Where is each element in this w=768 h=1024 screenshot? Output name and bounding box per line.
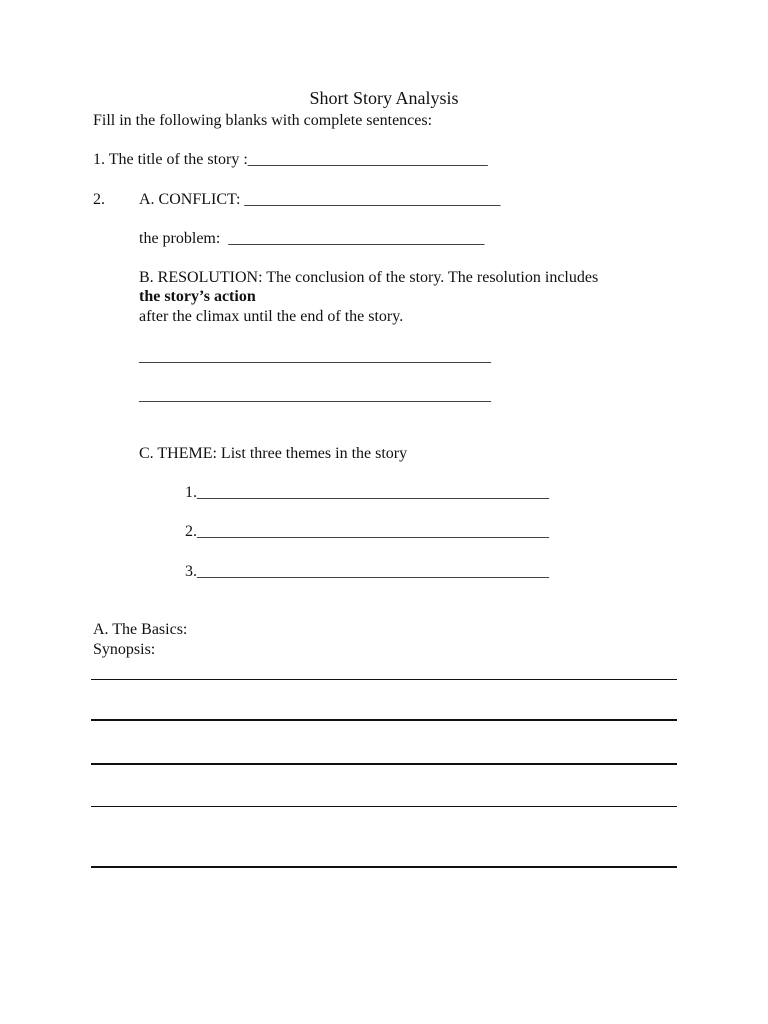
item-title-of-story: 1. The title of the story :______________________________ [93,151,488,168]
resolution-line-1: B. RESOLUTION: The conclusion of the story. The resolution includes [139,269,599,286]
theme-blank-2: 2.____________________________________________ [185,523,549,540]
resolution-blank-2: ____________________________________________ [139,387,491,404]
theme-heading: C. THEME: List three themes in the story [139,445,408,462]
theme-blank-3: 3.____________________________________________ [185,563,549,580]
synopsis-rule-2 [91,719,677,721]
item-2-number: 2. [93,191,105,208]
problem-line: the problem: ________________________________ [139,230,485,247]
synopsis-rule-3 [91,763,677,765]
page-title: Short Story Analysis [309,88,459,108]
synopsis-rule-1 [91,679,677,680]
synopsis-rule-4 [91,806,677,807]
instructions: Fill in the following blanks with complete sentences: [93,112,433,129]
theme-blank-1: 1.____________________________________________ [185,484,549,501]
synopsis-rule-5 [91,866,677,868]
resolution-line-2: the story’s action [139,288,256,305]
conflict-line: A. CONFLICT: ________________________________ [139,191,501,208]
resolution-blank-1: ____________________________________________ [139,348,491,365]
synopsis-label: Synopsis: [93,641,156,658]
basics-heading: A. The Basics: [93,621,188,638]
resolution-line-3: after the climax until the end of the story. [139,308,404,325]
